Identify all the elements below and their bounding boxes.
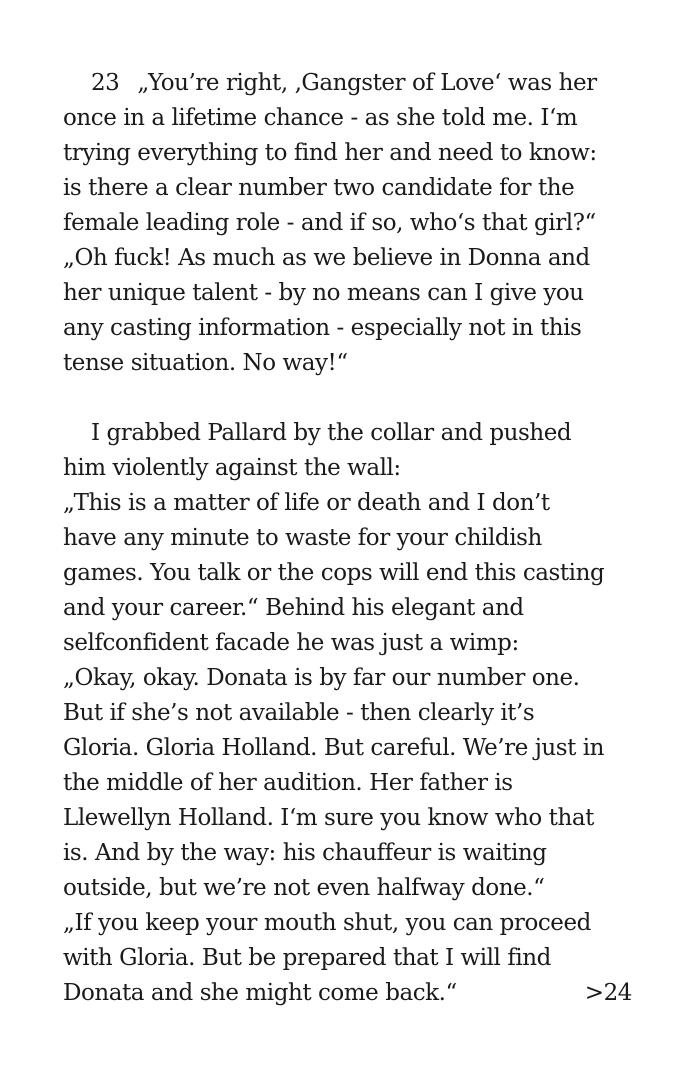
text-line: with Gloria. But be prepared that I will find [63,945,551,971]
text-line: female leading role - and if so, who‘s that girl?“ [63,210,596,236]
text-line: outside, but we’re not even halfway done.“ [63,875,545,901]
text-line: Gloria. Gloria Holland. But careful. We’re just in [63,735,605,761]
text-line: him violently against the wall: [63,455,401,481]
text-line: „Oh fuck! As much as we believe in Donna and [63,245,590,271]
paragraph-2 [63,416,638,1011]
paragraph-gap [63,381,638,416]
text-line: But if she’s not available - then clearly it’s [63,700,535,726]
text-line: once in a lifetime chance - as she told me. I‘m [63,105,578,131]
story-page [63,66,638,1011]
text-line: is there a clear number two candidate for the [63,175,575,201]
text-line: her unique talent - by no means can I give you [63,280,584,306]
text-line: selfconfident facade he was just a wimp: [63,630,519,656]
text-line: I grabbed Pallard by the collar and pushed [91,420,572,446]
text-line: any casting information - especially not in this [63,315,582,341]
text-line: have any minute to waste for your childish [63,525,542,551]
text-line: trying everything to find her and need to know: [63,140,597,166]
text-line: „This is a matter of life or death and I don’t [63,490,550,516]
section-number: 23 [91,70,120,96]
text-line: „Okay, okay. Donata is by far our number one. [63,665,580,691]
final-line-row [63,976,638,1011]
goto-section-link[interactable]: >24 [584,980,632,1006]
text-line: and your career.“ Behind his elegant and [63,595,524,621]
text-line: 23 „You’re right, ‚Gangster of Love‘ was her [91,70,597,96]
text-line: tense situation. No way!“ [63,350,348,376]
text-line: the middle of her audition. Her father is [63,770,513,796]
text-line: Donata and she might come back.“ [63,980,457,1006]
paragraph-1 [63,66,638,381]
text-line: Llewellyn Holland. I‘m sure you know who that [63,805,594,831]
text-line: is. And by the way: his chauffeur is waiting [63,840,547,866]
text-line: „If you keep your mouth shut, you can proceed [63,910,591,936]
text-line: games. You talk or the cops will end this casting [63,560,605,586]
